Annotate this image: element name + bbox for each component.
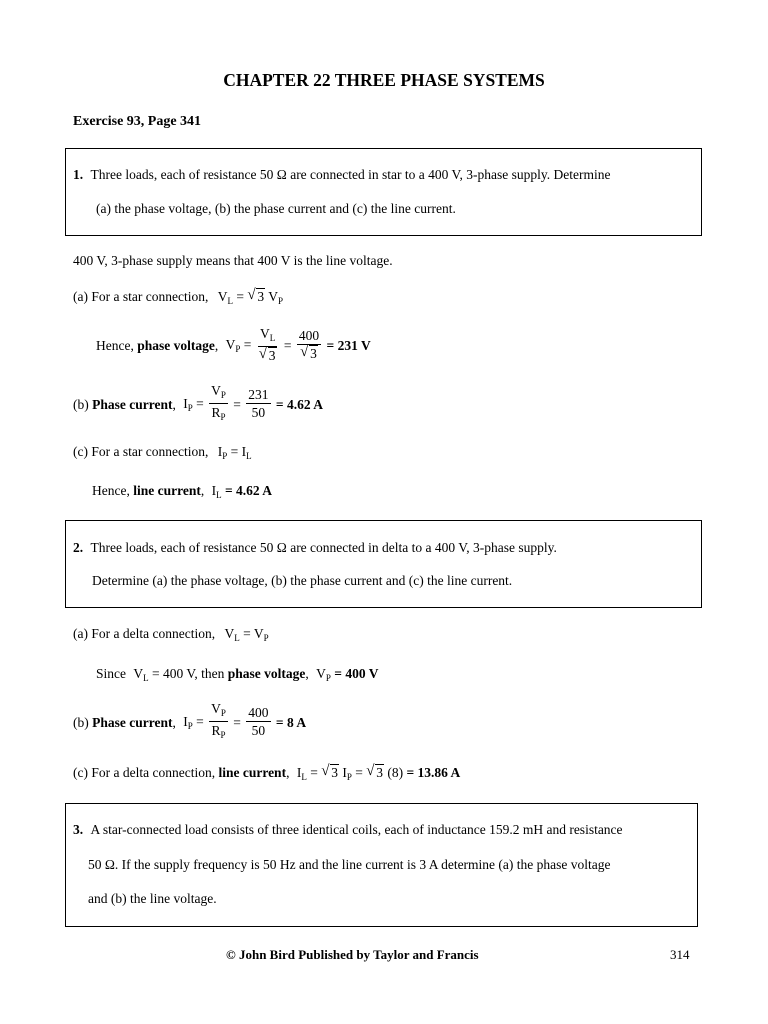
- question-3-number: 3.: [73, 822, 84, 837]
- phase-voltage-label: phase voltage: [137, 337, 215, 353]
- question-1-number: 1.: [73, 167, 84, 182]
- page-title: CHAPTER 22 THREE PHASE SYSTEMS: [223, 70, 545, 90]
- result-400v: = 400 V: [334, 666, 379, 681]
- exercise-heading: Exercise 93, Page 341: [73, 114, 202, 129]
- result-231v: = 231 V: [326, 337, 371, 353]
- hence-text: Hence,: [96, 337, 134, 353]
- question-3-line-2: 50 Ω. If the supply frequency is 50 Hz and the line current is 3 A determine (a) the phase voltage: [88, 857, 611, 872]
- solution-2a-line: (a) For a delta connection, $V_L = V_P$: [73, 626, 269, 643]
- equation-vl-star: $V_L$ = √ 3 $V_P$: [217, 287, 283, 307]
- question-1-line-2: (a) the phase voltage, (b) the phase current and (c) the line current.: [96, 201, 456, 216]
- solution-1a-line: [73, 289, 283, 306]
- footer-copyright: © John Bird Published by Taylor and Francis: [226, 947, 479, 962]
- phase-current-label: Phase current: [92, 396, 173, 412]
- result-8a: = 8 A: [275, 714, 307, 730]
- result-462a: = 4.62 A: [275, 396, 323, 412]
- question-3-line-1: [73, 822, 623, 838]
- question-1-line-1: [73, 167, 610, 183]
- question-2-text-1: Three loads, each of resistance 50 Ω are connected in delta to a 400 V, 3-phase supply.: [90, 540, 557, 555]
- line-current-label: line current: [133, 483, 201, 498]
- question-2-number: 2.: [73, 540, 84, 555]
- result-462a-line: = 4.62 A: [224, 483, 273, 498]
- fraction-400-50: $\frac{400}{50}$: [248, 705, 269, 738]
- question-3-text-1: A star-connected load consists of three identical coils, each of inductance 159.2 mH and resistance: [90, 822, 623, 837]
- question-2-line-1: [73, 540, 557, 556]
- question-2-line-2: Determine (a) the phase voltage, (b) the phase current and (c) the line current.: [92, 573, 513, 588]
- solution-2a-result-line: Since $V_L = 400$ V, then phase voltage, $V_P = 400$ V: [96, 666, 379, 683]
- solution-2b-line: (b) Phase current, $I_P$ = $\frac{V_P}{R_P}$ = $\frac{400}{50}$ = 8 A: [73, 701, 306, 744]
- page-number: 314: [670, 947, 690, 962]
- solution-1b-line: (b) Phase current, $I_P$ = $\frac{V_P}{R_P}$ = $\frac{231}{50}$ = 4.62 A: [73, 383, 323, 426]
- question-box-2: [65, 520, 702, 608]
- sqrt-3: 3: [257, 289, 265, 305]
- solution-1a-text: (a) For a star connection,: [73, 289, 209, 304]
- fraction-vl-sqrt3: $V_L$ √ 3: [258, 326, 276, 363]
- line-current-label-2: line current: [218, 765, 287, 780]
- result-1386a: = 13.86 A: [406, 765, 461, 780]
- fraction-vp-rp-2: $\frac{V_P}{R_P}$: [211, 701, 226, 740]
- question-1-text-1: Three loads, each of resistance 50 Ω are connected in star to a 400 V, 3-phase supply. Determine: [90, 167, 611, 182]
- fraction-400-sqrt3: 400 √ 3: [298, 328, 320, 361]
- question-box-1: [65, 148, 702, 236]
- solution-1c-line: (c) For a star connection, $I_P = I_L$: [73, 444, 252, 461]
- solution-1a-result-line: Hence, phase voltage, $V_P$ = $V_L$ √ 3 = 400 √ 3 = 231 V: [96, 326, 371, 363]
- solution-2c-line: (c) For a delta connection, line current, $I_L$ = √ 3 $I_P$ = √ 3 (8) = 13.86 A: [73, 763, 461, 782]
- fraction-vp-rp: $\frac{V_P}{R_P}$: [211, 383, 226, 422]
- question-3-line-3: and (b) the line voltage.: [88, 891, 217, 906]
- phase-current-label-2: Phase current: [92, 714, 173, 730]
- solution-1c-result-line: Hence, line current, $I_L = 4.62$ A: [92, 483, 273, 500]
- phase-voltage-label-2: phase voltage: [227, 666, 306, 681]
- solution-1-intro: 400 V, 3-phase supply means that 400 V is the line voltage.: [73, 253, 393, 268]
- fraction-231-50: $\frac{231}{50}$: [248, 387, 269, 420]
